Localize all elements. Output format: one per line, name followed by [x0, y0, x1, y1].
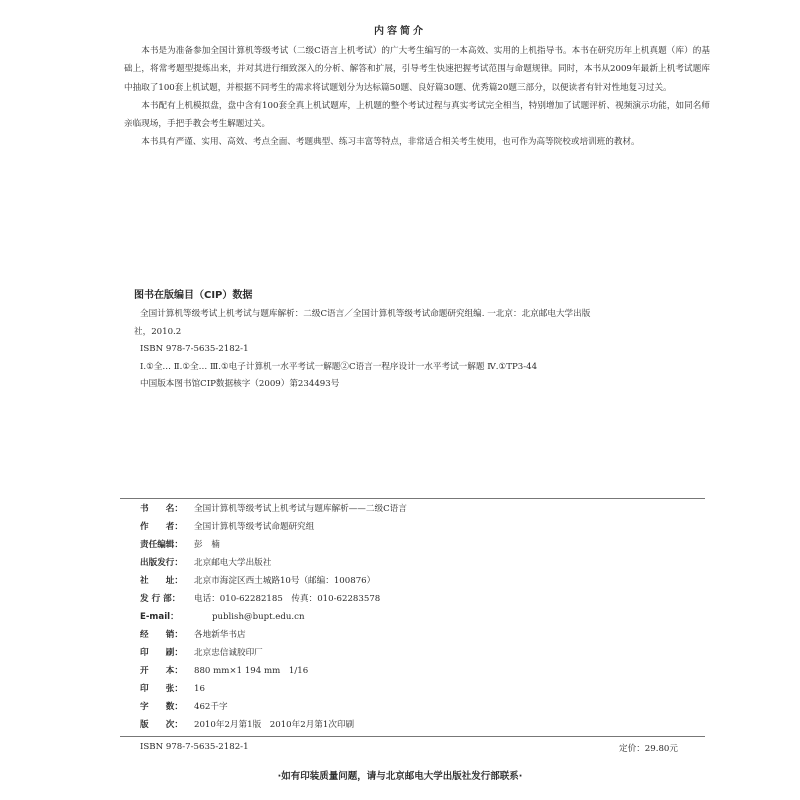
- info-row: [140, 554, 700, 572]
- info-label: 书 名：: [140, 504, 183, 514]
- info-label: E-mail：: [140, 612, 179, 622]
- intro-body: [124, 42, 710, 152]
- info-row: [140, 608, 700, 626]
- info-label: 出版发行：: [140, 558, 183, 568]
- cip-block: [134, 306, 694, 394]
- publication-info: [140, 500, 700, 734]
- info-value: 全国计算机等级考试命题研究组: [194, 522, 315, 532]
- info-label: 作 者：: [140, 522, 183, 532]
- info-label: 印 刷：: [140, 648, 183, 658]
- info-value: 462千字: [194, 702, 228, 712]
- info-label: 发 行 部：: [140, 594, 181, 604]
- info-row: [140, 536, 700, 554]
- cip-line: 社，2010.2: [134, 326, 182, 337]
- info-label: 版 次：: [140, 720, 183, 730]
- info-value: 北京市海淀区西土城路10号（邮编：100876）: [194, 576, 376, 586]
- cip-line: 中国版本图书馆CIP数据核字（2009）第234493号: [140, 379, 340, 390]
- info-row: [140, 500, 700, 518]
- info-value: 各地新华书店: [194, 630, 246, 640]
- info-value: 2010年2月第1版 2010年2月第1次印刷: [194, 720, 355, 730]
- info-row: [140, 590, 700, 608]
- info-label: 开 本：: [140, 666, 183, 676]
- price: 定价：29.80元: [619, 744, 678, 754]
- info-label: 印 张：: [140, 684, 183, 694]
- divider-bottom: [120, 736, 705, 737]
- info-value: 880 mm×1 194 mm 1/16: [194, 666, 309, 676]
- intro-paragraph: 本书是为准备参加全国计算机等级考试（二级C语言上机考试）的广大考生编写的一本高效、实用的上机指导书。本书在研究历年上机真题（库）的基础上，将常考题型提炼出来，并对其进行细致深入的分析、解答和扩展，引导考生快速把握考试范围与命题规律。同时，本书从2009年最新上机考试题库中抽取了100套上机试题，并根据不同考生的需求将试题划分为达标篇50题、良好篇30题、优秀篇20题三部分，以便读者有针对性地复习过关。: [124, 46, 710, 93]
- intro-paragraph: 本书具有严谨、实用、高效、考点全面、考题典型、练习丰富等特点，非常适合相关考生使用，也可作为高等院校或培训班的教材。: [141, 137, 640, 148]
- info-row: [140, 716, 700, 734]
- cip-line: 全国计算机等级考试上机考试与题库解析：二级C语言／全国计算机等级考试命题研究组编. 一北京：北京邮电大学出版: [140, 309, 591, 319]
- info-value: publish@bupt.edu.cn: [212, 612, 305, 622]
- info-value: 北京忠信诚胶印厂: [194, 648, 263, 658]
- info-row: [140, 518, 700, 536]
- info-label: 社 址：: [140, 576, 183, 586]
- info-value: 全国计算机等级考试上机考试与题库解析——二级C语言: [194, 504, 407, 514]
- isbn: ISBN 978-7-5635-2182-1: [140, 742, 249, 752]
- info-value: 16: [194, 684, 205, 694]
- cip-line: ISBN 978-7-5635-2182-1: [140, 344, 249, 355]
- info-value: 北京邮电大学出版社: [194, 558, 272, 568]
- cip-title: 图书在版编目（CIP）数据: [134, 290, 253, 301]
- info-row: [140, 698, 700, 716]
- info-value: 彭 楠: [194, 540, 220, 550]
- info-row: [140, 680, 700, 698]
- cip-line: Ⅰ.①全… Ⅱ.①全… Ⅲ.①电子计算机一水平考试一解题②C语言一程序设计一水平考试一解题 Ⅳ.①TP3-44: [140, 361, 538, 372]
- quality-notice: ·如有印装质量问题，请与北京邮电大学出版社发行部联系·: [277, 771, 523, 782]
- info-label: 字 数：: [140, 702, 183, 712]
- info-row: [140, 644, 700, 662]
- divider-top: [120, 498, 705, 499]
- info-value: 电话：010-62282185 传真：010-62283578: [194, 594, 381, 604]
- info-row: [140, 572, 700, 590]
- info-label: 经 销：: [140, 630, 183, 640]
- intro-title: 内容简介: [374, 26, 426, 37]
- info-label: 责任编辑：: [140, 540, 183, 550]
- info-row: [140, 626, 700, 644]
- info-row: [140, 662, 700, 680]
- intro-paragraph: 本书配有上机模拟盘，盘中含有100套全真上机试题库，上机题的整个考试过程与真实考试完全相当，特别增加了试题评析、视频演示功能，如同名师亲临现场，手把手教会考生解题过关。: [124, 100, 710, 130]
